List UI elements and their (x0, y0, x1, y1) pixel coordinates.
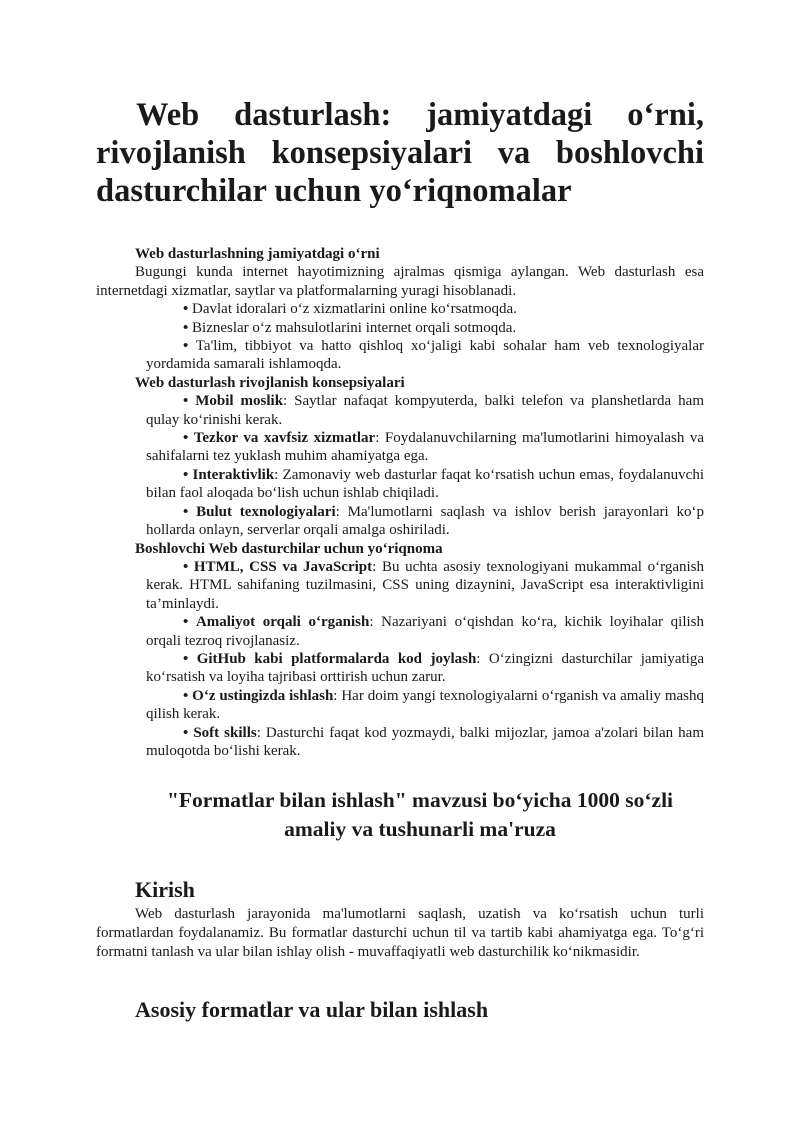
list-item-text: : Saytlar nafaqat kompyuterda, balki telefon va planshetlarda ham qulay ko‘rinishi kerak. (146, 393, 704, 428)
bullet-icon: • (183, 466, 189, 483)
bullet-icon: • (183, 650, 189, 667)
bullet-icon: • (183, 301, 189, 318)
list-item-text: : Foydalanuvchilarning ma'lumotlarini himoyalash va sahifalarni tez yuklash muhim ahamiyatga ega. (146, 430, 704, 465)
list-item (96, 337, 704, 374)
list-item-term: O‘z ustingizda ishlash (192, 687, 334, 704)
list-item (96, 392, 704, 429)
list-item (96, 503, 704, 540)
list-item-text: : Nazariyani o‘qishdan ko‘ra, kichik loyihalar qilish orqali tezroq rivojlanasiz. (146, 614, 704, 649)
list-item-text: : Zamonaviy web dasturlar faqat ko‘rsatish uchun emas, foydalanuvchi bilan faol aloqada bo‘lish uchun ishlab chiqiladi. (146, 466, 704, 502)
list-item-term: Interaktivlik (192, 466, 275, 483)
list-item-text: : Bu uchta asosiy texnologiyani mukammal o‘rganish kerak. HTML sahifaning tuzilmasini, CSS uning dizaynini, JavaScript esa interaktivligini ta’minlaydi. (146, 558, 705, 612)
list-item-term: Mobil moslik (195, 393, 284, 410)
bullet-icon: • (183, 614, 189, 631)
bullet-icon: • (183, 503, 189, 520)
list-item-text: : Dasturchi faqat kod yozmaydi, balki mijozlar, jamoa a'zolari bilan ham muloqotda bo‘lishi kerak. (146, 724, 704, 759)
list-item (96, 429, 704, 466)
list-item-text: : Har doim yangi texnologiyalarni o‘rganish va amaliy mashq qilish kerak. (146, 687, 705, 723)
list-item-term: Bulut texnologiyalari (196, 503, 336, 520)
bullet-icon: • (183, 338, 189, 355)
bullet-icon: • (183, 687, 189, 704)
bullet-icon: • (183, 558, 189, 575)
section-heading-jamiyat: Web dasturlashning jamiyatdagi o‘rni (135, 246, 380, 262)
list-item (96, 724, 704, 761)
kirish-paragraph: Web dasturlash jarayonida ma'lumotlarni saqlash, uzatish va ko‘rsatish uchun turli formatlardan foydalanamiz. Bu formatlar dasturchi uchun til va tartib kabi ahamiyatga ega. To‘g‘ri formatni tanlash va ular bilan ishlay olish - muvaffaqiyatli web dasturchilik ko‘nikmasidir. (96, 906, 704, 960)
list-item-text: Davlat idoralari o‘z xizmatlarini online ko‘rsatmoqda. (192, 301, 517, 318)
list-item (96, 300, 704, 318)
formats-heading: Asosiy formatlar va ular bilan ishlash (135, 997, 489, 1022)
list-item-term: HTML, CSS va JavaScript (193, 558, 373, 575)
list-item-text: Bizneslar o‘z mahsulotlarini internet orqali sotmoqda. (192, 319, 517, 336)
list-item (96, 466, 704, 503)
list-item-text: : Ma'lumotlarni saqlash va ishlov berish jarayonlari ko‘p hollarda onlayn, serverlar orqali amalga oshiriladi. (146, 503, 704, 539)
list-item-text: Ta'lim, tibbiyot va hatto qishloq xo‘jaligi kabi sohalar ham veb texnologiyalar yordamida samarali ishlamoqda. (146, 338, 704, 373)
section-intro-paragraph: Bugungi kunda internet hayotimizning ajralmas qismiga aylangan. Web dasturlash esa internetdagi xizmatlar, saytlar va platformalarning yuragi hisoblanadi. (96, 264, 704, 299)
section-heading-konsepsiyalar: Web dasturlash rivojlanish konsepsiyalari (135, 374, 405, 391)
bullet-icon: • (183, 430, 189, 447)
list-item-term: Tezkor va xavfsiz xizmatlar (193, 430, 376, 447)
list-item-term: GitHub kabi platformalarda kod joylash (196, 650, 477, 667)
kirish-heading: Kirish (135, 877, 195, 902)
list-item (96, 650, 704, 687)
list-item-term: Amaliyot orqali o‘rganish (195, 614, 370, 631)
document-title: Web dasturlash: jamiyatdagi o‘rni, rivojlanish konsepsiyalari va boshlovchi dasturchilar uchun yo‘riqnomalar (96, 97, 704, 209)
list-item (96, 319, 704, 337)
lecture-title: "Formatlar bilan ishlash" mavzusi bo‘yicha 1000 so‘zli amaliy va tushunarli ma'ruza (166, 788, 674, 841)
list-item (96, 613, 704, 650)
section-heading-yoriqnoma: Boshlovchi Web dasturchilar uchun yo‘riqnoma (135, 540, 443, 557)
document-body (96, 245, 704, 760)
list-item (96, 558, 704, 613)
list-item-text: : O‘zingizni dasturchilar jamiyatiga ko‘rsatish va loyiha tajribasi orttirish uchun zarur. (146, 650, 705, 686)
bullet-icon: • (183, 319, 189, 336)
list-item (96, 687, 704, 724)
bullet-icon: • (183, 724, 189, 741)
list-item-term: Soft skills (193, 724, 257, 741)
bullet-icon: • (183, 393, 189, 410)
